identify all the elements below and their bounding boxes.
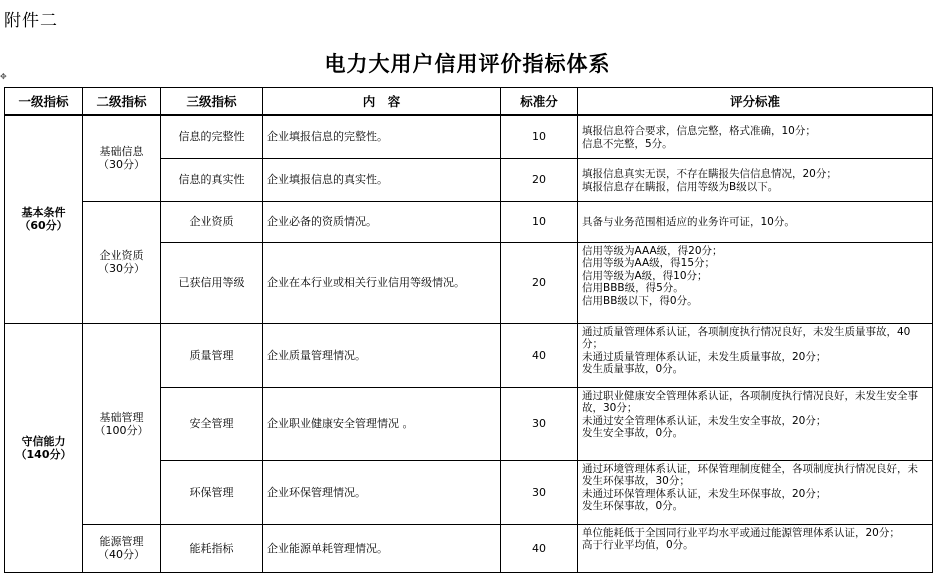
score-cell: 40 [501,524,578,572]
header-score: 标准分 [501,88,578,116]
group-basic: 基本条件 （60分） [5,115,83,323]
subgroup-basic-mgmt: 基础管理 （100分） [83,323,161,524]
criteria-cell: 通过职业健康安全管理体系认证，各项制度执行情况良好，未发生安全事故，30分； 未通过安全管理体系认证，未发生安全事故，20分； 发生安全事故，0分。 [578,387,933,460]
table-anchor-icon: ✥ [0,72,7,81]
header-level2: 二级指标 [83,88,161,116]
content-cell: 企业在本行业或相关行业信用等级情况。 [263,242,501,323]
content-cell: 企业能源单耗管理情况。 [263,524,501,572]
subgroup-basic-info: 基础信息 （30分） [83,115,161,201]
header-content: 内 容 [263,88,501,116]
indicator-cell: 环保管理 [161,460,263,524]
subgroup-energy-mgmt: 能源管理 （40分） [83,524,161,572]
indicator-cell: 质量管理 [161,323,263,387]
indicator-cell: 能耗指标 [161,524,263,572]
criteria-cell: 信用等级为AAA级，得20分； 信用等级为AA级，得15分； 信用等级为A级，得10分； 信用BBB级，得5分。 信用BB级以下，得0分。 [578,242,933,323]
criteria-cell: 通过质量管理体系认证，各项制度执行情况良好，未发生质量事故，40分； 未通过质量管理体系认证，未发生质量事故，20分； 发生质量事故，0分。 [578,323,933,387]
subgroup-qualification: 企业资质 （30分） [83,201,161,323]
score-cell: 40 [501,323,578,387]
header-level3: 三级指标 [161,88,263,116]
indicator-cell: 信息的完整性 [161,115,263,158]
score-cell: 20 [501,242,578,323]
table-row [5,323,933,387]
criteria-cell: 填报信息符合要求，信息完整，格式准确，10分； 信息不完整，5分。 [578,115,933,158]
credit-evaluation-table [4,87,933,573]
table-header-row [5,88,933,116]
content-cell: 企业填报信息的真实性。 [263,158,501,201]
content-cell: 企业职业健康安全管理情况 。 [263,387,501,460]
attachment-label: 附件二 [4,11,58,31]
criteria-cell: 具备与业务范围相适应的业务许可证，10分。 [578,201,933,242]
score-cell: 30 [501,460,578,524]
content-cell: 企业环保管理情况。 [263,460,501,524]
criteria-cell: 填报信息真实无误，不存在瞒报失信信息情况，20分； 填报信息存在瞒报，信用等级为B级以下。 [578,158,933,201]
score-cell: 30 [501,387,578,460]
header-level1: 一级指标 [5,88,83,116]
indicator-cell: 企业资质 [161,201,263,242]
score-cell: 10 [501,115,578,158]
document-title: 电力大用户信用评价指标体系 [324,52,611,76]
score-cell: 20 [501,158,578,201]
criteria-cell: 通过环境管理体系认证，环保管理制度健全，各项制度执行情况良好，未发生环保事故，30分； 未通过环保管理体系认证，未发生环保事故，20分； 发生环保事故，0分。 [578,460,933,524]
score-cell: 10 [501,201,578,242]
table-row [5,115,933,158]
group-integrity: 守信能力 （140分） [5,323,83,572]
criteria-cell: 单位能耗低于全国同行业平均水平或通过能源管理体系认证，20分； 高于行业平均值，0分。 [578,524,933,572]
header-criteria: 评分标准 [578,88,933,116]
content-cell: 企业质量管理情况。 [263,323,501,387]
indicator-cell: 信息的真实性 [161,158,263,201]
indicator-cell: 已获信用等级 [161,242,263,323]
content-cell: 企业填报信息的完整性。 [263,115,501,158]
content-cell: 企业必备的资质情况。 [263,201,501,242]
table-row [5,524,933,572]
indicator-cell: 安全管理 [161,387,263,460]
table-row [5,201,933,242]
